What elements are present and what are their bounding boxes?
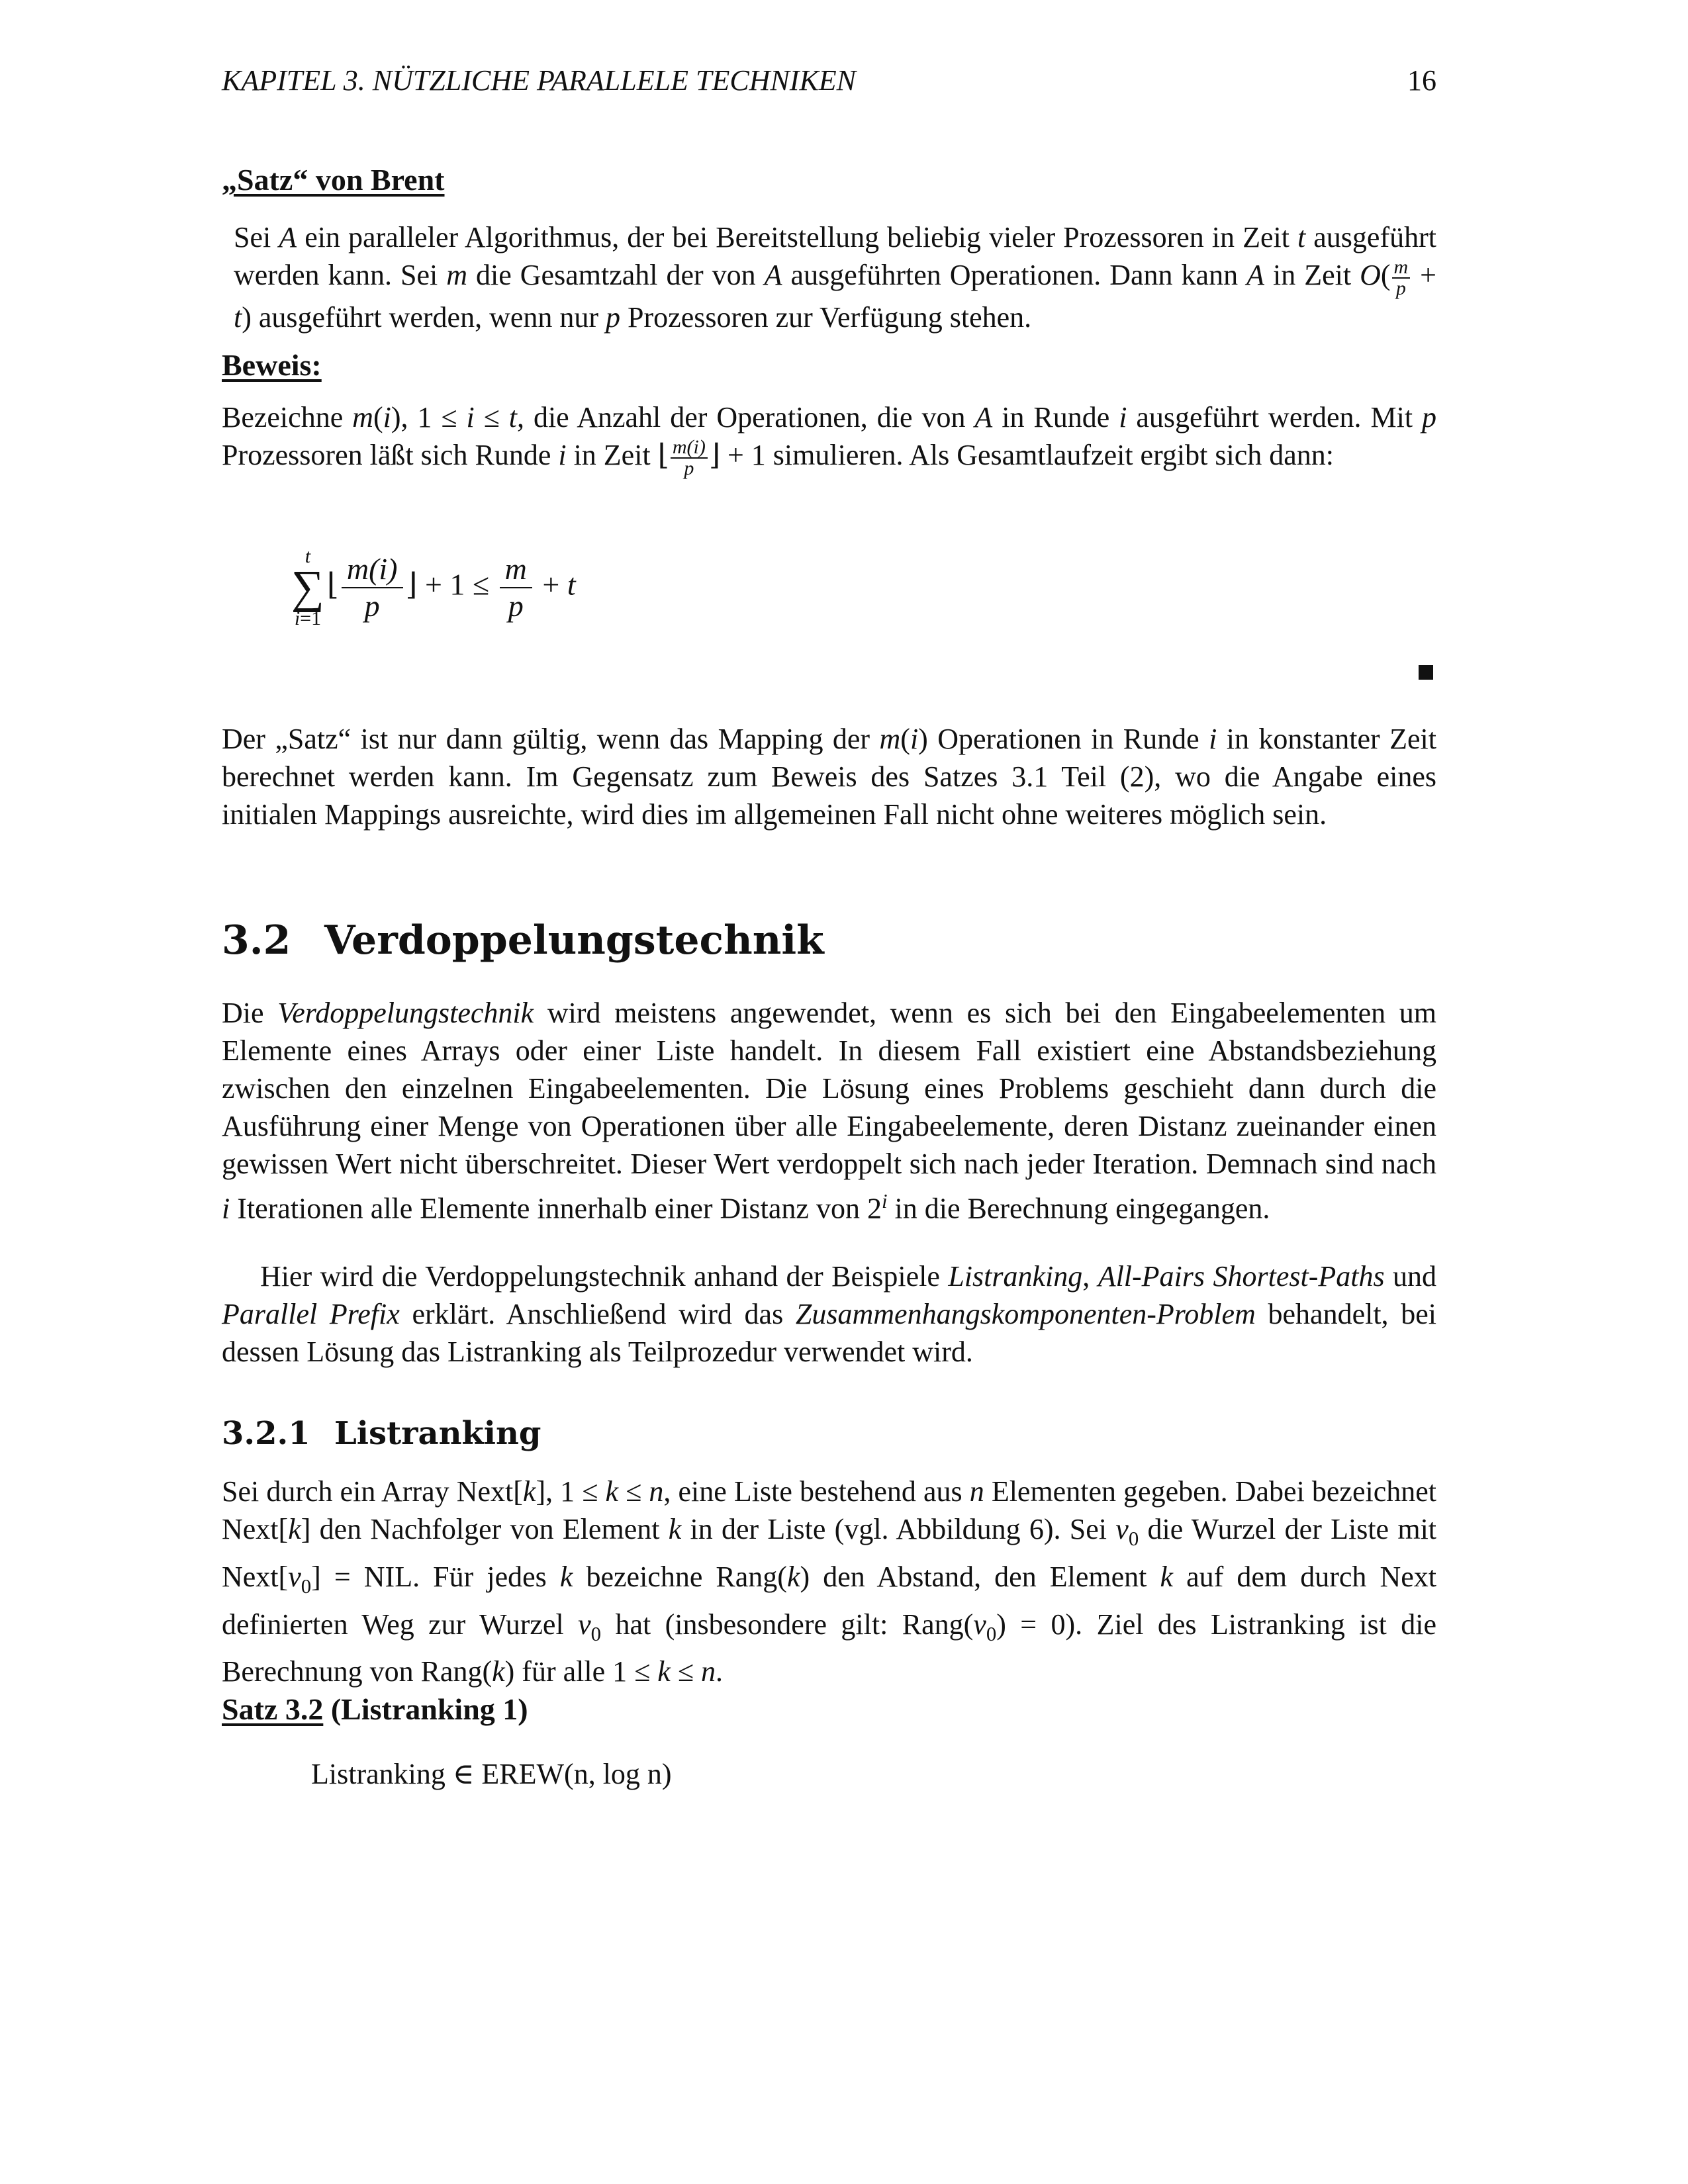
theorem-label: Satz 3.2 [222, 1692, 324, 1726]
section-number: 3.2 [222, 917, 291, 964]
section-title: Verdoppelungstechnik [324, 917, 824, 964]
qed-square [1419, 665, 1433, 680]
subsection-heading [222, 1415, 541, 1452]
subsection-title: Listranking [334, 1415, 541, 1452]
running-header [222, 64, 1436, 97]
subsection-number: 3.2.1 [222, 1415, 310, 1452]
proof-text: Bezeichne m(i), 1 ≤ i ≤ t, die Anzahl der Operationen, die von A in Runde i ausgeführt werden. Mit p Prozessoren läßt sich Runde i in Zeit ⌊ $\frac{m(i)}{p}$ ⌋ + 1 simulieren. Als Gesamtlaufzeit ergibt sich dann: [222, 401, 1436, 479]
brent-heading: „Satz“ von Brent [222, 163, 445, 197]
theorem-3-2-statement: Listranking ∈ EREW(n, log n) [311, 1758, 672, 1790]
theorem-title: (Listranking 1) [323, 1692, 528, 1726]
fraction-mi-over-p: $\frac{m(i)}{p}$ [671, 437, 708, 478]
chapter-title: KAPITEL 3. NÜTZLICHE PARALLELE TECHNIKEN [222, 64, 857, 97]
brent-theorem-text: Sei A ein paralleler Algorithmus, der bei Bereitstellung beliebig vieler Prozessoren in Zeit t ausgeführt werden kann. Sei m die Gesamtzahl der von A ausgeführten Operationen. Dann kann A in Zeit O( $\frac{m}{p}$ + t) ausgeführt werden, wenn nur p Prozessoren zur Verfügung stehen. [234, 221, 1436, 334]
section-paragraph-2: Hier wird die Verdoppelungstechnik anhand der Beispiele Listranking, All-Pairs Shortest-Paths und Parallel Prefix erklärt. Anschließend wird das Zusammenhangskomponenten-Problem behandelt, bei dessen Lösung das Listranking als Teilprozedur verwendet wird. [222, 1260, 1437, 1368]
theorem-3-2-heading [222, 1692, 528, 1727]
remark-paragraph: Der „Satz“ ist nur dann gültig, wenn das Mapping der m(i) Operationen in Runde i in konstanter Zeit berechnet werden kann. Im Gegensatz zum Beweis des Satzes 3.1 Teil (2), wo die Angabe eines initialen Mappings ausreichte, wird dies im allgemeinen Fall nicht ohne weiteres möglich sein. [222, 723, 1436, 831]
runtime-formula: t ∑ i=1⌊ $\frac{m(i)}{p}$ ⌋ + 1 ≤ $\frac{m}{p}$ + t [291, 545, 576, 629]
proof-heading: Beweis: [222, 348, 322, 382]
section-heading [222, 917, 824, 964]
section-paragraph-1: Die Verdoppelungstechnik wird meistens angewendet, wenn es sich bei den Eingabeelementen um Elemente eines Arrays oder einer Liste handelt. In diesem Fall existiert eine Abstandsbeziehung zwischen den einzelnen Eingabeelementen. Die Lösung eines Problems geschieht dann durch die Ausführung einer Menge von Operationen über alle Eingabeelemente, deren Distanz zueinander einen gewissen Wert nicht überschreitet. Dieser Wert verdoppelt sich nach jeder Iteration. Demnach sind nach i Iterationen alle Elemente innerhalb einer Distanz von 2$^i$ in die Berechnung eingegangen. [222, 997, 1437, 1225]
page-number: 16 [1407, 64, 1436, 97]
sum-symbol: t ∑ i=1 [291, 545, 324, 629]
listranking-paragraph: Sei durch ein Array Next[k], 1 ≤ k ≤ n, eine Liste bestehend aus n Elementen gegeben. Dabei bezeichnet Next[k] den Nachfolger von Element k in der Liste (vgl. Abbildung 6). Sei $v_0$ die Wurzel der Liste mit $Next[v_0]$ = NIL. Für jedes k bezeichne Rang(k) den Abstand, den Element k auf dem durch Next definierten Weg zur Wurzel $v_0$ hat (insbesondere gilt: $Rang(v_0) = 0$). Ziel des Listranking ist die Berechnung von Rang(k) für alle 1 ≤ k ≤ n. [222, 1475, 1437, 1688]
fraction-m-over-p: $\frac{m}{p}$ [1392, 257, 1411, 298]
